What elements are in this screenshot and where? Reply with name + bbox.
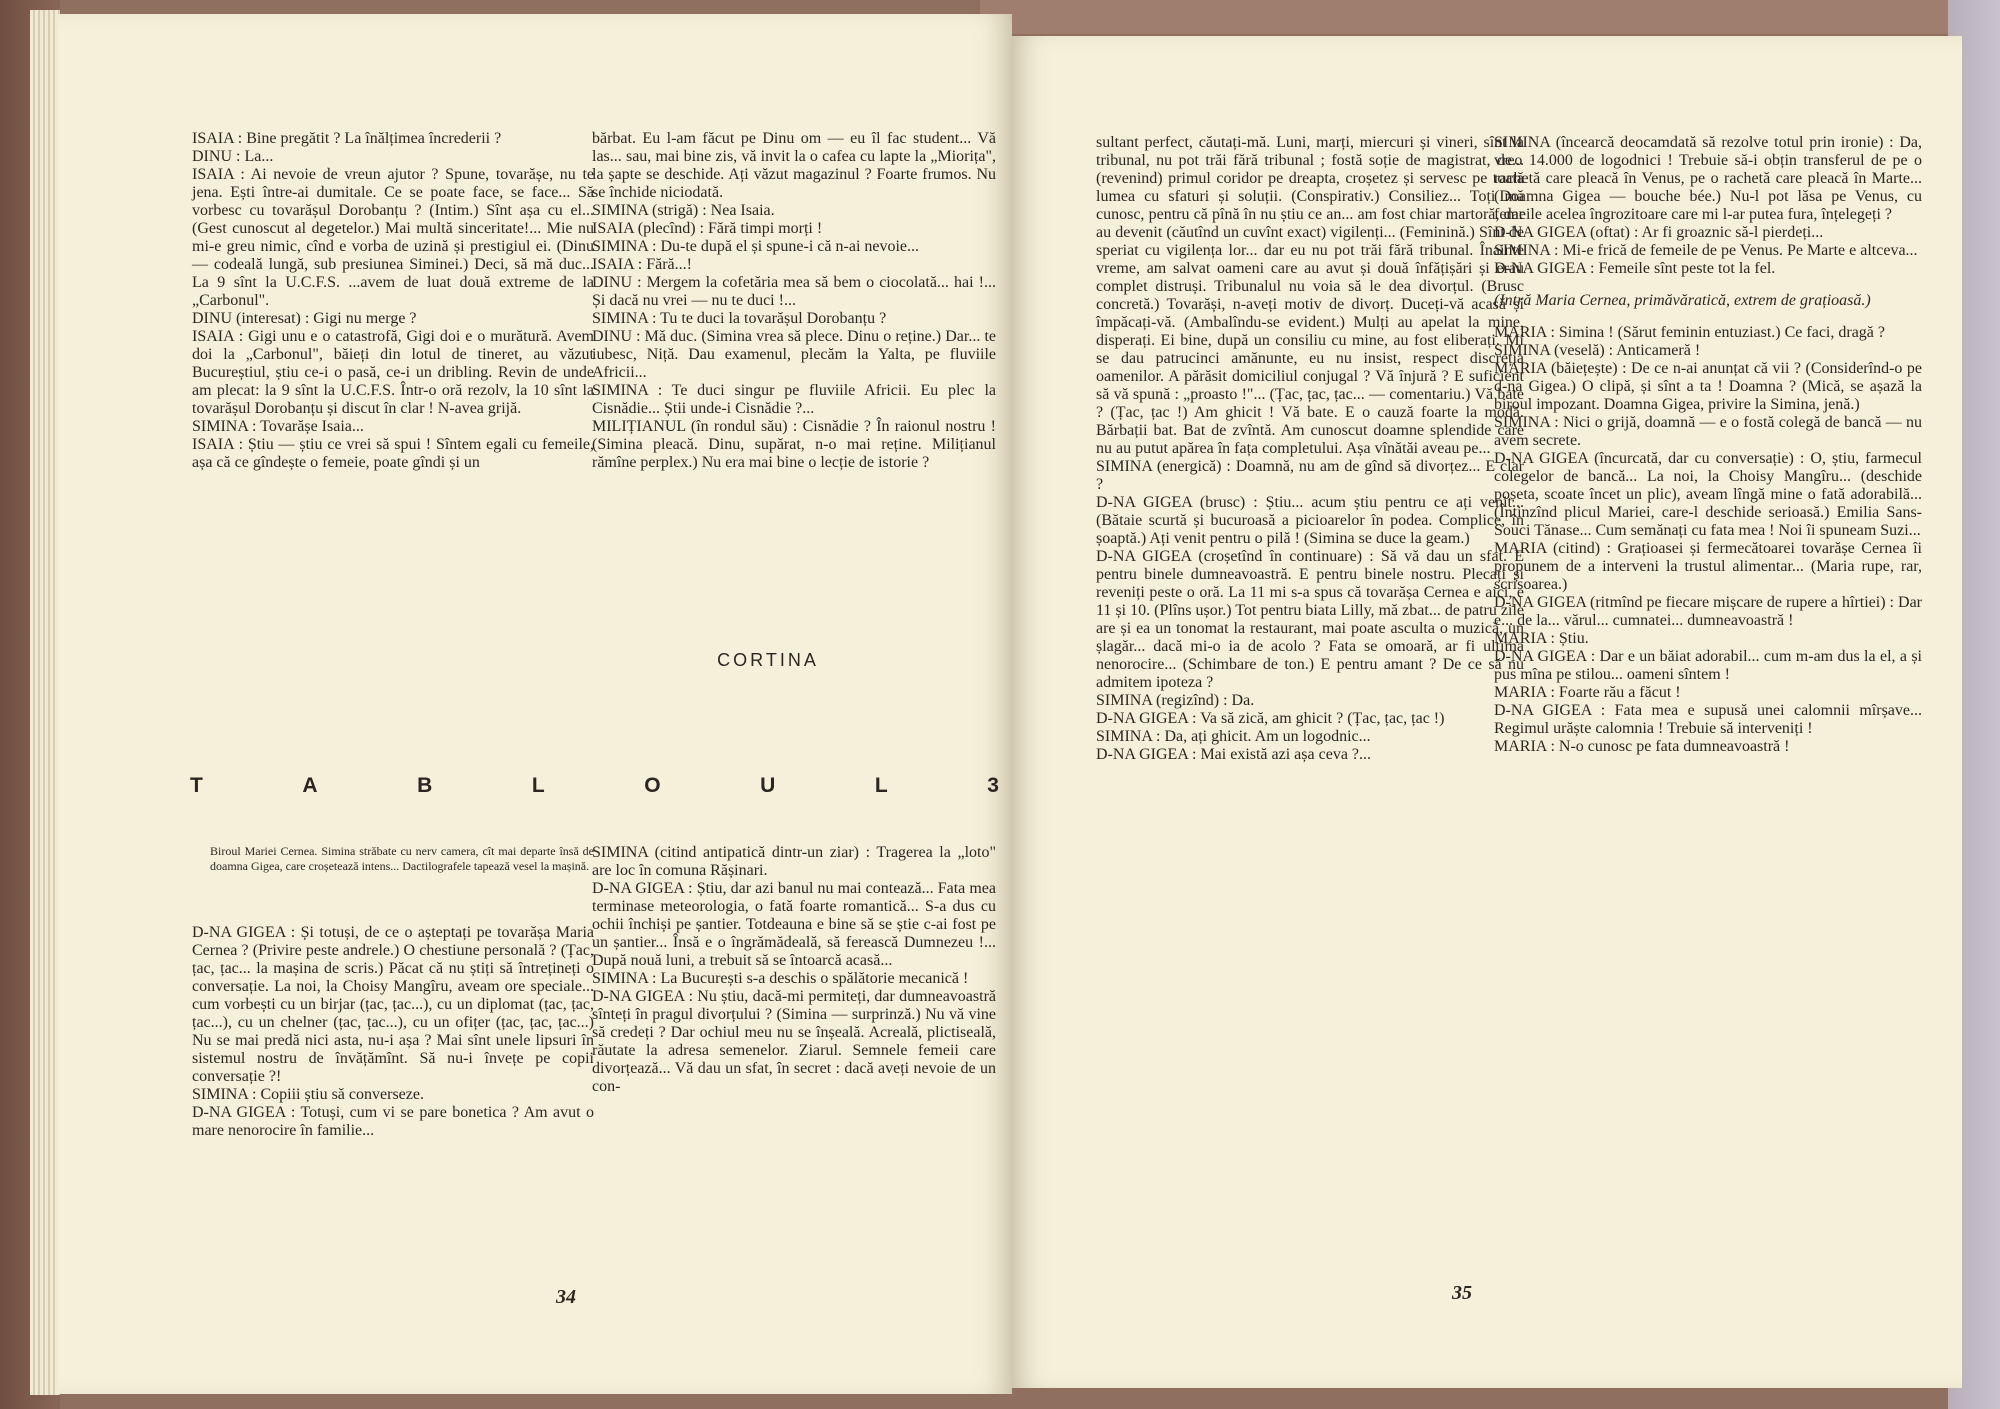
- dialogue-line: ISAIA (plecînd) : Fără timpi morți !: [592, 220, 823, 237]
- tablou-letter: L: [531, 774, 546, 797]
- dialogue-line: ISAIA : Gigi unu e o catastrofă, Gigi doi e o murătură. Avem doi la „Carbonul", băieți din lotul de tineret, au văzut Bucureștiul, știu ce-i o pasă, ce-i un dribling. Revin de unde am plecat: la 9 sînt la U.C.F.S. Într-o oră rezolv, la 10 sînt la tovarășul Dorobanțu și discut în clar ! N-avea grijă.: [192, 328, 594, 417]
- tablou-letter: O: [644, 774, 662, 797]
- dialogue-line: SIMINA (citind antipatică dintr-un ziar) : Tragerea la „loto" are loc în comuna Rășinari.: [592, 844, 996, 879]
- tablou-letter: A: [302, 774, 319, 797]
- dialogue-line: SIMINA : Tovarășe Isaia...: [192, 418, 364, 435]
- dialogue-line: MARIA : Știu.: [1494, 630, 1589, 647]
- dialogue-line: D-NA GIGEA : Mai există azi așa ceva ?...: [1096, 746, 1372, 763]
- dialogue-line: MARIA : Foarte rău a făcut !: [1494, 684, 1681, 701]
- dialogue-line: D-NA GIGEA (încurcată, dar cu conversație) : O, știu, farmecul colegelor de bancă... La noi, la Choisy Mangîru... (deschide poșeta, scoate încet un plic), aveam lîngă mine o fată adorabilă... (Întinzînd plicul Mariei, care-l deschide serioasă.) Emilia Sans-Souci Tănase... Cum semănați cu fata mea ! Noi îi spuneam Suzi...: [1494, 450, 1922, 539]
- page-number-right: 35: [1452, 1282, 1472, 1304]
- dialogue-line: ISAIA : Știu — știu ce vrei să spui ! Sîntem egali cu femeile, așa că ce gîndește o femeie, poate gîndi și un: [192, 436, 594, 471]
- page-edges: [30, 10, 60, 1395]
- left-page: [58, 14, 1012, 1394]
- dialogue-line: DINU (interesat) : Gigi nu merge ?: [192, 310, 417, 327]
- left-column-2-bottom: [592, 844, 996, 1096]
- dialogue-line: MARIA : N-o cunosc pe fata dumneavoastră !: [1494, 738, 1790, 755]
- dialogue-line: SIMINA : Nici o grijă, doamnă — e o fostă colegă de bancă — nu avem secrete.: [1494, 414, 1922, 449]
- dialogue-line: (Intră Maria Cernea, primăvăratică, extrem de grațioasă.): [1494, 292, 1871, 309]
- dialogue-line: D-NA GIGEA : Dar e un băiat adorabil... cum m-am dus la el, a și pus mîna pe stilou... oameni sîntem !: [1494, 648, 1922, 683]
- dialogue-line: DINU : La...: [192, 148, 274, 165]
- dialogue-line: SIMINA : La București s-a deschis o spălătorie mecanică !: [592, 970, 969, 987]
- dialogue-line: SIMINA : Tu te duci la tovarășul Dorobanțu ?: [592, 310, 887, 327]
- stage-direction: Biroul Mariei Cernea. Simina străbate cu nerv camera, cît mai departe însă de doamna Gigea, care croșetează intens... Dactilografele tapează vesel la mașină.: [210, 844, 594, 873]
- dialogue-line: SIMINA : Mi-e frică de femeile de pe Venus. Pe Marte e altceva...: [1494, 242, 1918, 259]
- dialogue-line: SIMINA (energică) : Doamnă, nu am de gînd să divorțez... E clar ?: [1096, 458, 1524, 493]
- tablou-letter: B: [417, 774, 434, 797]
- left-column-1-top: [192, 130, 594, 472]
- dialogue-line: D-NA GIGEA (brusc) : Știu... acum știu pentru ce ați venit... (Bătaie scurtă și bucuroasă a picioarelor în podea. Complice, în șoaptă.) Ați venit pentru o pilă ! (Simina se duce la geam.): [1096, 494, 1524, 547]
- dialogue-line: D-NA GIGEA : Totuși, cum vi se pare bonetica ? Am avut o mare nenorocire în familie...: [192, 1104, 594, 1139]
- right-column-1: [1096, 134, 1524, 764]
- dialogue-line: D-NA GIGEA (oftat) : Ar fi groaznic să-l pierdeți...: [1494, 224, 1824, 241]
- dialogue-line: SIMINA : Copiii știu să converseze.: [192, 1086, 424, 1103]
- dialogue-line: SIMINA : Te duci singur pe fluviile Africii. Eu plec la Cisnădie... Știi unde-i Cisnădie ?...: [592, 382, 996, 417]
- tablou-title: [190, 774, 1000, 798]
- dialogue-line: DINU : Mergem la cofetăria mea să bem o ciocolată... hai !... Și dacă nu vrei — nu te duci !...: [592, 274, 996, 309]
- dialogue-line: bărbat. Eu l-am făcut pe Dinu om — eu îl fac student... Vă las... sau, mai bine zis, vă invit la o cafea cu lapte la „Miorița", la șapte se deschide. Ați văzut magazinul ? Foarte frumos. Nu se închide niciodată.: [592, 130, 996, 201]
- left-column-1-bottom: [192, 924, 594, 1140]
- dialogue-line: sultant perfect, căutați-mă. Luni, marți, miercuri și vineri, sînt la tribunal, nu pot trăi fără tribunal ; fostă soție de magistrat, de... (revenind) primul coridor pe dreapta, croșetez și servesc pe toată lumea cu sfaturi și soluții. (Conspirativ.) Consiliez... Toți mă cunosc, pentru că pînă în nu știu ce an... am fost chiar martoră, dar au devenit (căutînd un cuvînt exact) vigilenți... (Feminină.) Sînt de speriat cu vigilența lor... dar eu nu pot trăi fără tribunal. Înainte vreme, am salvat oameni care au avut și două înfățișări și erau complet distruși. Tribunalul nu voia să le dea divorțul. (Brusc concretă.) Tovarăși, n-aveți motiv de divorț. Duceți-vă acasă și împăcați-vă. (Ambalîndu-se evident.) Mulți au apelat la mine, disperați. Ei bine, după un consiliu cu mine, au fost eliberați. Mi se dau patrucinci amănunte, eu nu insist, respect discreția oamenilor. A părăsit domiciliul conjugal ? Vă înjură ? E suficient să vă spună : „proasto !"... (Țac, țac, țac... — comentariu.) Vă bate ? (Țac, țac !) Am ghicit ! Vă bate. E o cauză foarte la modă. Bărbații bat. Bat de zvîntă. Am cunoscut doamne splendide care nu au putut apărea în fața completului. Așa vînătăi aveau pe...: [1096, 134, 1524, 457]
- tablou-letter: U: [760, 774, 777, 797]
- dialogue-line: MARIA (băiețește) : De ce n-ai anunțat că vii ? (Considerînd-o pe d-na Gigea.) O clipă, și sînt a ta ! Doamna ? (Mică, se așază la biroul impozant. Doamna Gigea, privire la Simina, jenă.): [1494, 360, 1922, 413]
- dialogue-line: DINU : Mă duc. (Simina vrea să plece. Dinu o reține.) Dar... te iubesc, Niță. Dau examenul, plecăm la Yalta, pe fluviile Africii...: [592, 328, 996, 381]
- cortina-label: CORTINA: [717, 650, 819, 670]
- dialogue-line: SIMINA : Da, ați ghicit. Am un logodnic...: [1096, 728, 1371, 745]
- dialogue-line: D-NA GIGEA : Femeile sînt peste tot la fel.: [1494, 260, 1776, 277]
- dialogue-line: D-NA GIGEA : Și totuși, de ce o așteptați pe tovarășa Maria Cernea ? (Privire peste andrele.) O chestiune personală ? (Țac, țac, țac... la mașina de scris.) Păcat că nu știți să întrețineți o conversație. La noi, la Choisy Mangîru, aveam ore speciale... cum vorbești cu un birjar (țac, țac...), cu un diplomat (țac, țac, țac...), cu un chelner (țac, țac...), cu un ofițer (țac, țac, țac...) Nu se mai predă nici asta, nu-i așa ? Mai sînt unele lipsuri în sistemul nostru de învățămînt. Să nu-i învețe pe copii conversație ?!: [192, 924, 594, 1085]
- right-column-2: [1494, 134, 1922, 756]
- page-number-left: 34: [556, 1286, 576, 1308]
- tablou-letter: 3: [987, 774, 1000, 797]
- dialogue-line: D-NA GIGEA : Va să zică, am ghicit ? (Țac, țac, țac !): [1096, 710, 1445, 727]
- dialogue-line: SIMINA (încearcă deocamdată să rezolve totul prin ironie) : Da, vreo 14.000 de logodnici ! Trebuie să-i obțin transferul de pe o rachetă care pleacă în Venus, pe o rachetă care pleacă în Marte... (Doamna Gigea — bouche bée.) Nu-l pot lăsa pe Venus, cu femeile acelea îngrozitoare care mi l-ar putea fura, înțelegeți ?: [1494, 134, 1922, 223]
- dialogue-line: D-NA GIGEA (croșetînd în continuare) : Să vă dau un sfat. E pentru binele dumneavoastră. E pentru binele nostru. Plecați și reveniți peste o oră. La 11 mi s-a spus că tovarășa Cernea e aici, e 11 și 10. (Plîns ușor.) Tot pentru biata Lilly, mă zbat... de patru zile are și ea un tonomat la restaurant, mai poate asculta o muzică, un șlagăr... dacă mi-o ia de acolo ? Fata se omoară, ar fi ultima nenorocire... (Schimbare de ton.) E pentru amant ? De ce să nu admitem ipoteza ?: [1096, 548, 1524, 691]
- dialogue-line: SIMINA (strigă) : Nea Isaia.: [592, 202, 775, 219]
- left-column-2-top: [592, 130, 996, 472]
- dialogue-line: D-NA GIGEA : Nu știu, dacă-mi permiteți, dar dumneavoastră sînteți în pragul divorțului ? (Simina — surprinză.) Nu vă vine să credeți ? Dar ochiul meu nu se înșeală. Acreală, plictiseală, răutate la adresa semenelor. Ziarul. Semnele femeii care divorțează... Vă dau un sfat, în secret : dacă aveți nevoie de un con-: [592, 988, 996, 1095]
- tablou-letter: L: [874, 774, 889, 797]
- book-cover-top: [980, 0, 1960, 34]
- dialogue-line: D-NA GIGEA : Fata mea e supusă unei calomnii mîrșave... Regimul urăște calomnia ! Trebuie să interveniți !: [1494, 702, 1922, 737]
- dialogue-line: SIMINA (veselă) : Anticameră !: [1494, 342, 1701, 359]
- dialogue-line: D-NA GIGEA : Știu, dar azi banul nu mai contează... Fata mea terminase meteorologia, o fată foarte romantică... S-a dus cu ochii închiși pe șantier. Totdeauna e bine să se știe c-ai fost pe un șantier... Însă e o îngrămădeală, să ferească Dumnezeu !... După nouă luni, a trebuit să se întoarcă acasă...: [592, 880, 996, 969]
- dialogue-line: SIMINA : Du-te după el și spune-i că n-ai nevoie...: [592, 238, 920, 255]
- dialogue-line: SIMINA (regizînd) : Da.: [1096, 692, 1255, 709]
- dialogue-line: MARIA : Simina ! (Sărut feminin entuziast.) Ce faci, dragă ?: [1494, 324, 1886, 341]
- dialogue-line: D-NA GIGEA (ritmînd pe fiecare mișcare de rupere a hîrtiei) : Dar e... de la... vărul... cumnatei... dumneavoastră !: [1494, 594, 1922, 629]
- dialogue-line: MARIA (citind) : Grațioasei și fermecătoarei tovarășe Cernea îi propunem de a interveni la trustul alimentar... (Maria rupe, rar, scrisoarea.): [1494, 540, 1922, 593]
- dialogue-line: ISAIA : Ai nevoie de vreun ajutor ? Spune, tovarășe, nu te jena. Ești între-ai dumitale. Ce se poate face, se face... Să vorbesc cu tovarășul Dorobanțu ? (Intim.) Sînt așa cu el... (Gest cunoscut al degetelor.) Mai multă sinceritate!... Mie nu mi-e greu nimic, cînd e vorba de uzină și prestigiul ei. (Dinu — codeală lungă, sub presiunea Siminei.) Deci, să mă duc... La 9 sînt la U.C.F.S. ...avem de luat două extreme de la „Carbonul".: [192, 166, 594, 309]
- tablou-letter: T: [190, 774, 204, 797]
- dialogue-line: MILIȚIANUL (în rondul său) : Cisnădie ? În raionul nostru ! (Simina pleacă. Dinu, supărat, n-o mai reține. Milițianul rămîne perplex.) Nu era mai bine o lecție de istorie ?: [592, 418, 996, 471]
- dialogue-line: ISAIA : Bine pregătit ? La înălțimea încrederii ?: [192, 130, 502, 147]
- right-page: [1012, 36, 1962, 1388]
- dialogue-line: ISAIA : Fără...!: [592, 256, 692, 273]
